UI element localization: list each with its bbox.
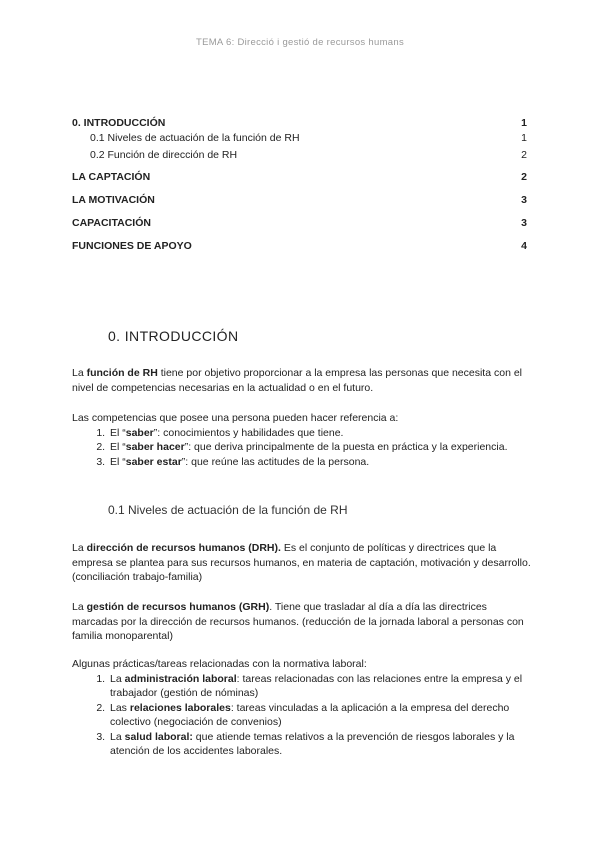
list-item: 2. El “saber hacer”: que deriva principalmente de la puesta en práctica y la experiencia. [108, 440, 532, 455]
list-item: 1. La administración laboral: tareas relacionadas con las relaciones entre la empresa y el trabajador (gestión de nóminas) [108, 672, 532, 701]
competencias-list [72, 426, 532, 470]
toc-label: FUNCIONES DE APOYO [72, 240, 192, 252]
toc-label: LA MOTIVACIÓN [72, 194, 155, 206]
list-item: 2. Las relaciones laborales: tareas vinculadas a la aplicación a la empresa del derecho colectivo (negociación de convenios) [108, 701, 532, 730]
section-title: 0. INTRODUCCIÓN [108, 328, 239, 344]
competencias-block [72, 411, 532, 469]
competencias-lead: Las competencias que posee una persona pueden hacer referencia a: [72, 412, 399, 424]
table-of-contents [72, 116, 527, 253]
toc-page-number: 4 [521, 240, 527, 252]
toc-page-number: 2 [521, 171, 527, 183]
toc-page-number: 3 [521, 194, 527, 206]
drh-paragraph: La dirección de recursos humanos (DRH). Es el conjunto de políticas y directrices que la empresa se plantea para sus recursos humanos, en materia de captación, motivación y desarrollo. (conciliación trabajo-familia) [72, 542, 531, 583]
toc-label: CAPACITACIÓN [72, 217, 151, 229]
list-item: 1. El “saber”: conocimientos y habilidades que tiene. [108, 426, 532, 441]
toc-label: LA CAPTACIÓN [72, 171, 151, 183]
toc-page-number: 3 [521, 217, 527, 229]
toc-page-number: 1 [521, 117, 527, 129]
practicas-block [72, 657, 532, 759]
toc-entry-niveles[interactable] [72, 131, 527, 145]
toc-entry-introduccion[interactable] [72, 116, 527, 130]
toc-entry-capacitacion[interactable] [72, 216, 527, 230]
practicas-list [72, 672, 532, 759]
toc-entry-captacion[interactable] [72, 170, 527, 184]
list-item: 3. El “saber estar”: que reúne las actitudes de la persona. [108, 455, 532, 470]
list-item: 3. La salud laboral: que atiende temas relativos a la prevención de riesgos laborales y la atención de los accidentes laborales. [108, 730, 532, 759]
toc-label: 0.2 Función de dirección de RH [90, 149, 238, 161]
practicas-lead: Algunas prácticas/tareas relacionadas con la normativa laboral: [72, 658, 367, 670]
intro-paragraph: La función de RH tiene por objetivo proporcionar a la empresa las personas que necesita con el nivel de competencias necesarias en la actualidad o en el futuro. [72, 367, 522, 394]
toc-label: 0. INTRODUCCIÓN [72, 117, 166, 129]
toc-label: 0.1 Niveles de actuación de la función de RH [90, 132, 300, 144]
toc-page-number: 2 [521, 149, 527, 161]
grh-paragraph: La gestión de recursos humanos (GRH). Tiene que trasladar al día a día las directrices marcadas por la dirección de recursos humanos. (reducción de la jornada laboral a personas con familia monoparental) [72, 601, 524, 642]
subsection-title: 0.1 Niveles de actuación de la función de RH [108, 503, 348, 517]
toc-entry-funciones-apoyo[interactable] [72, 239, 527, 253]
page-header: TEMA 6: Direcció i gestió de recursos humans [195, 37, 405, 48]
toc-page-number: 1 [521, 132, 527, 144]
toc-entry-motivacion[interactable] [72, 193, 527, 207]
toc-entry-funcion-direccion[interactable] [72, 148, 527, 162]
